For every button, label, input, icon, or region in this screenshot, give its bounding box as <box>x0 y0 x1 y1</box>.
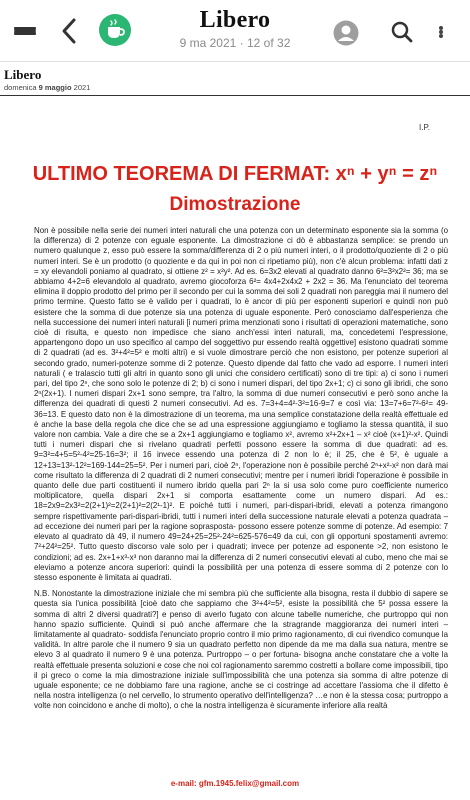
app-toolbar <box>0 0 470 62</box>
newspaper-date <box>4 83 90 92</box>
article-note-paragraph: N.B. Nonostante la dimostrazione iniziale che mi sembra più che sufficiente alla bisogna, resta il dubbio di sapere se questa sia l'unica possibilità [cioè dato che sappiamo che 3²+4²=5², esiste la possibilità che 5² possa essere la somma di altri 2 diversi quadrati?] e penso di averlo fugato con alcune tabelle numeriche, che purtroppo qui non hanno spazio sufficiente. Quindi si può anche affermare che la stragrande maggioranza dei numeri interi –limitatamente al quadrato- soddisfa l'enunciato proprio contro il mio primo ragionamento, di cui rivendico comunque la validità. In altre parole che il numero 9 sia un quadrato perfetto non dipende da me ma dalla sua natura, mentre se elevo 3 al quadrato il numero 9 è una potenza. Purtroppo – o per fortuna- bisogna anche constatare che a volte la realtà effettuale presenta soluzioni e cose che noi col ragionamento saremmo costretti a bollare come impossibili, tipo il pi greco o come la mia dimostrazione iniziale sull'impossibilità che una potenza sia somma di altre potenze di uguale esponente; ce ne dobbiamo fare una ragione, anche se ci costringe ad accettare l'assioma che il difetto è nella nostra intelligenza (o nel cervello, lo strumento operativo dell'intelligenza? …e non è la stessa cosa; purtroppo a volte non coincidono e anche di molto), o che la nostra intelligenza è sicuramente inferiore alla realtà <box>34 589 448 711</box>
article-headline: ULTIMO TEOREMA DI FERMAT: xⁿ + yⁿ = zⁿ <box>32 163 438 185</box>
author-initials: I.P. <box>419 123 430 132</box>
date-day-month: 9 maggio <box>38 83 72 92</box>
app-title: Libero <box>199 7 271 33</box>
more-dot <box>439 34 443 38</box>
article-subheading: Dimostrazione <box>169 194 301 215</box>
menu-icon-bar <box>14 32 36 35</box>
title-block <box>150 6 320 50</box>
back-arrow-icon[interactable] <box>56 16 82 46</box>
account-avatar-icon[interactable] <box>333 20 359 46</box>
date-prefix: domenica <box>4 83 37 92</box>
author-email[interactable]: e-mail: gfm.1945.felix@gmail.com <box>170 779 300 788</box>
menu-icon[interactable] <box>12 20 38 42</box>
article-body <box>34 226 448 718</box>
newspaper-page-header <box>0 62 470 96</box>
article-paragraph: Non è possibile nella serie dei numeri interi naturali che una potenza con un determinato esponente sia la somma (o la differenza) di 2 potenze con eguale esponente. La dimostrazione ci dò è abbastanza semplice: se prendo un numero qualunque z, esso può essere la somma/differenza di 2 o più numeri interi, o il prodotto/quoziente di 2 o più numeri interi. Se è un prodotto (o quoziente e da qui in poi non ci ripetiamo più), non c'è alcun problema: infatti dati z = xy elevandoli poniamo al quadrato, si ottiene z² = x²y². Ad es. 6=3x2 elevati al quadrato danno 6²=3²x2²= 36; ma se abbiamo 4+2=6 elevandolo al quadrato, avremo giocoforza 6²= 4x4+2x4x2 + 2x2 = 36. Ma l'enunciato del teorema elimina il doppio prodotto del primo per il secondo per cui la somma dei soli 2 quadrati non pareggia mai il numero del primo termine. Questo fatto se è valido per i quadrati, lo è ancor di più per esponenti superiori e quindi non può esistere che la somma di due potenze sia una potenza di uguale esponente. Però conosciamo dall'esperienza che nella successione dei numeri interi naturali [i numeri prima menzionati sono i risultati di operazioni matematiche, sono cioè di risulta, e questo non impedisce che siano anch'essi interi naturali, ma, concedetemi l'espressione, appartengono dopo un uso specifico al campo del soggettivo pur essendo realtà oggettive] esistono quadrati somme di 2 quadrati (ad es. 3²+4²=5² e molti altri) e si vuole dimostrare perciò che non esistono, per potenze superiori al secondo grado, numeri-potenze somme di 2 potenze. Questo dipende dal fatto che vado ad esporre. I numeri interi naturali ( e tralascio tutti gli altri in quanto sono gli unici che considero certificati) sono di tre tipi: a) ci sono i numeri pari, del tipo 2ⁿ, che sono solo le potenze di 2; b) ci sono i numeri dispari, del tipo 2x+1; c) ci sono gli ibridi, che sono 2ⁿ(2x+1). I numeri dispari 2x+1 sono sempre, tra l'altro, la somma di due numeri consecutivi e però sono anche la differenza dei quadrati di questi 2 numeri consecutivi. Ad es. 7=3+4=4²-3²=16-9=7 e così via: 13=7+6=7²-6²= 49-36=13. E questo dato non è la dimostrazione di un teorema, ma una semplice constatazione della realtà effettuale ed è anche la base della regola che dice che se ad una espressione aggiungiamo e togliamo la stessa quantità, il suo valore non cambia. Vale a dire che se a 2x+1 aggiungiamo e togliamo x², avremo x²+2x+1 – x² cioè (x+1)²-x². Quindi tutti i numeri dispari che si rivelano quadrati perfetti possono essere la somma di due quadrati: ad es. 9=3²=4+5=5²-4²=25-16=3²; il 16 invece essendo una potenza di 2 non lo è; il 25, che è 5², è uguale a 12+13=13²-12²=169-144=25=5². Per i numeri pari, cioè 2ⁿ, l'operazione non è possibile perché 2ⁿ+x²-x² non darà mai come risultato la differenza di 2 quadrati di 2 numeri consecutivi; mentre per i numeri ibridi l'operazione è possibile in quanto delle due parti costituenti il numero ibrido quella pari 2ⁿ la si usa solo come puro coefficiente numerico moltiplicatore, quella dispari 2x+1 si comporta esattamente come un numero dispari. Ad es.: 18=2x9=2x3²=2(2+1)²=2(2+1)²=2(2¹-1)². E poiché tutti i numeri, pari-dispari-ibridi, elevati a potenza rimangono sempre rispettivamente pari-dispari-ibridi, tutti i numeri interi della successione naturale elevati a potenza quadrata –ad eccezione dei numeri pari per la ragione soprasposta- possono essere potenze somme di potenze. Ad esempio: 7 elevato al quadrato dà 49, il numero 49=24+25=25²-24²=625-576=49 da cui, con gli opportuni spostamenti avremo: 7²+24²=25². Tutto questo discorso vale solo per i quadrati; invece per potenze ad esponente >2, non esistono le condizioni; ad es. 2x+1+x³-x³ non daranno mai la differenza di 2 numeri consecutivi elevati al cubo, meno che mai se eleviamo a potenze ancora superiori: quindi la possibilità per una potenza di essere somma di 2 potenze con lo stesso esponente è limitata ai quadrati. <box>34 226 448 582</box>
article-page[interactable] <box>0 96 470 800</box>
more-options-icon[interactable] <box>436 19 446 45</box>
issue-date-page-counter: 9 ma 2021 · 12 of 32 <box>179 36 291 50</box>
coffee-cup-icon[interactable] <box>98 13 132 47</box>
search-icon[interactable] <box>389 19 415 45</box>
date-year: 2021 <box>73 83 91 92</box>
newspaper-masthead: Libero <box>4 67 42 82</box>
